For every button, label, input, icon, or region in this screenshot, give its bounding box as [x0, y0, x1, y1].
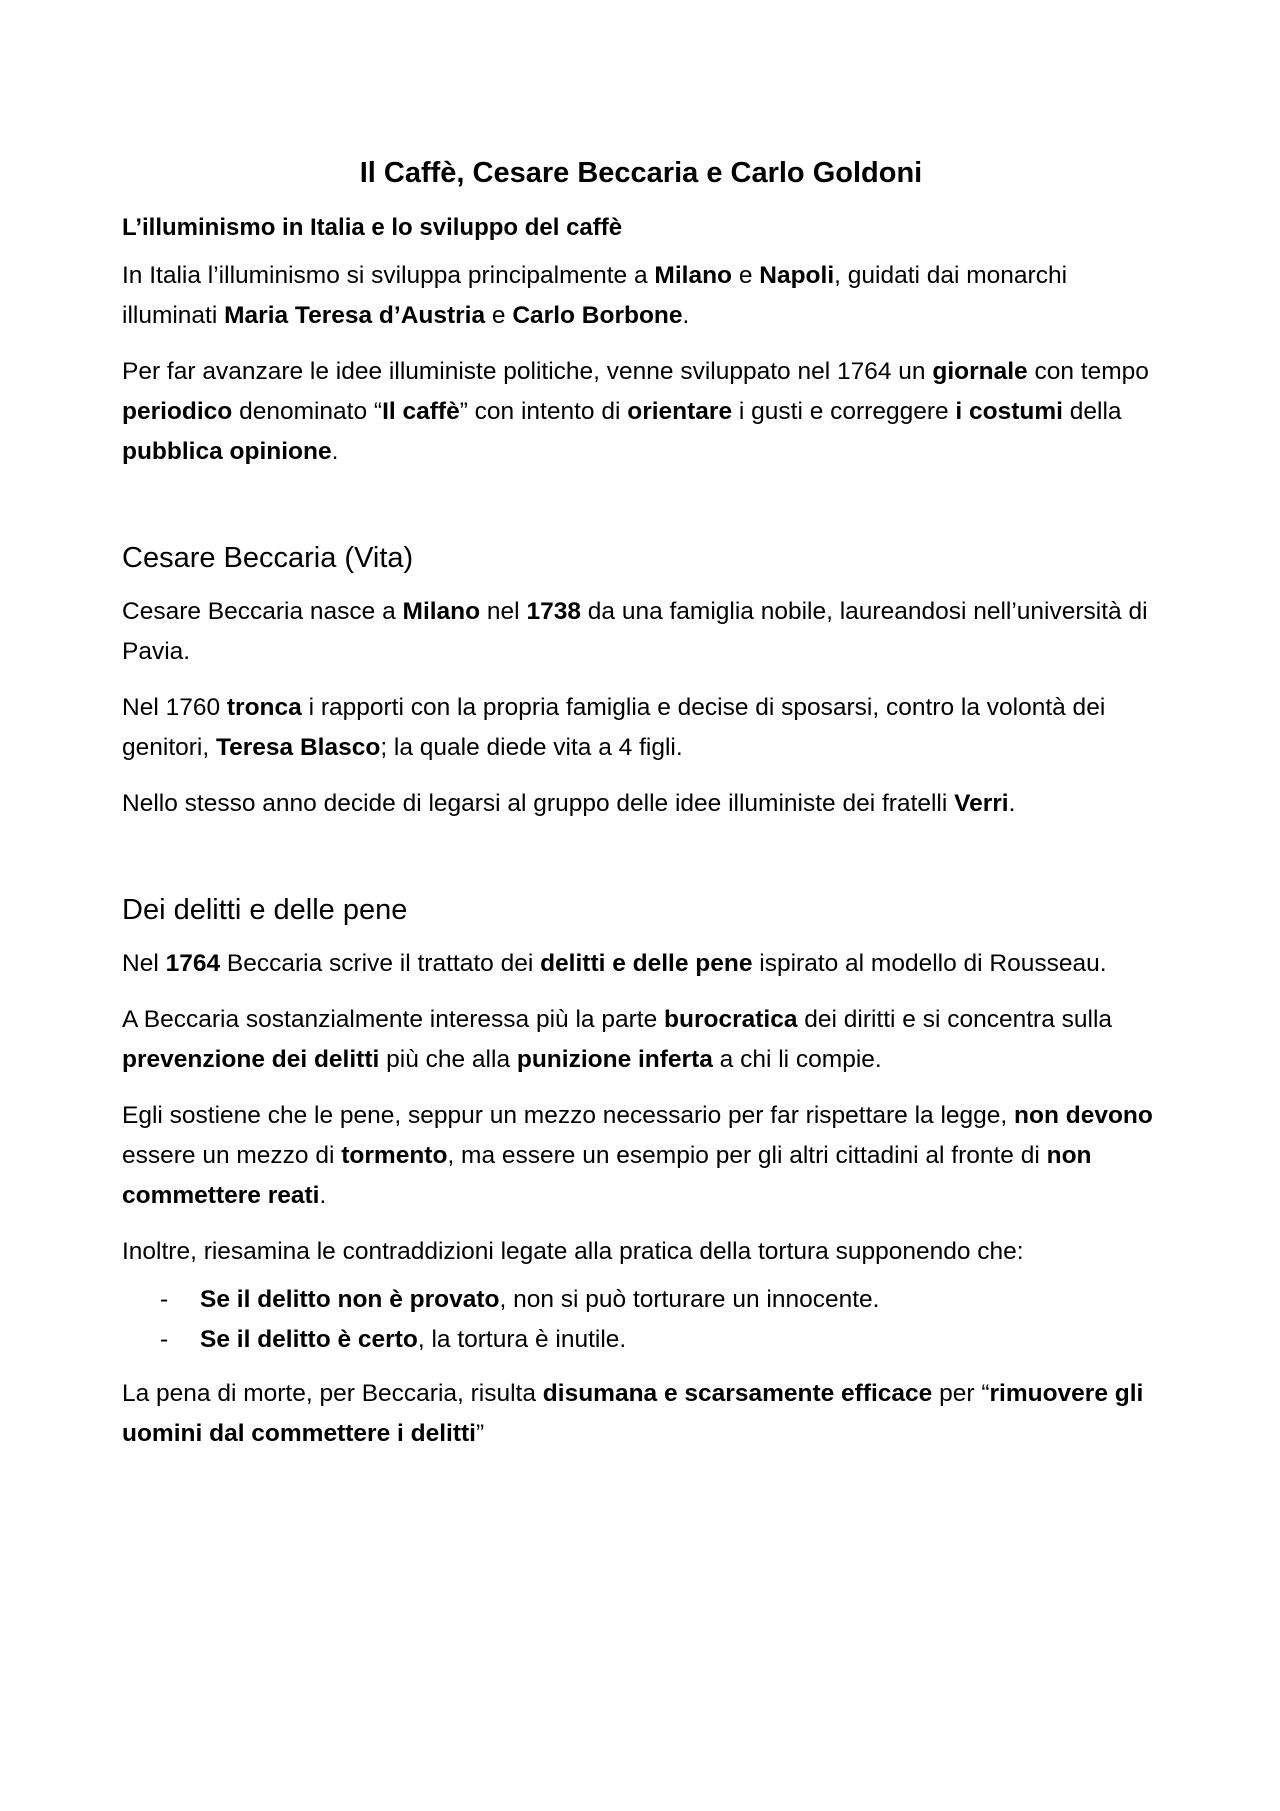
text-run: i rapporti con la propria famiglia e decise di sposarsi, contro la volontà dei genitori, [122, 693, 1106, 761]
bold-text: disumana e scarsamente efficace [542, 1379, 933, 1407]
text-run: , la tortura è inutile. [417, 1325, 627, 1353]
text-run: In Italia l’illuminismo si sviluppa principalmente a [122, 262, 655, 290]
bold-text: Napoli [759, 262, 835, 290]
paragraph-prevenzione [122, 1000, 1160, 1080]
text-run: essere un mezzo di [122, 1141, 342, 1169]
bold-text: Verri [954, 789, 1009, 817]
paragraph-tortura-intro: Inoltre, riesamina le contraddizioni legate alla pratica della tortura supponendo che: [122, 1237, 1024, 1265]
paragraph-beccaria-verri [122, 784, 1160, 824]
paragraph-pene-esempio [122, 1096, 1160, 1216]
text-run: , guidati dai monarchi illuminati [122, 262, 1068, 330]
bold-text: punizione inferta [516, 1045, 713, 1073]
text-run: , ma essere un esempio per gli altri cittadini al fronte di [447, 1141, 1047, 1169]
text-run: . [682, 302, 690, 330]
paragraph-trattato [122, 944, 1160, 984]
bold-text: non commettere reati [122, 1141, 1092, 1209]
text-run: a chi li compie. [712, 1045, 882, 1073]
paragraph-beccaria-nascita [122, 592, 1160, 672]
text-run: ispirato al modello di Rousseau. [752, 949, 1107, 977]
text-run: Nel [122, 949, 166, 977]
text-run: ” [475, 1419, 485, 1447]
bold-text: Teresa Blasco [215, 733, 381, 761]
bold-text: 1738 [526, 597, 581, 625]
tortura-list [122, 1280, 1160, 1360]
bold-text: pubblica opinione [122, 438, 332, 466]
text-run: i gusti e correggere [732, 398, 956, 426]
list-dash: - [160, 1285, 169, 1313]
bold-text: tronca [226, 693, 302, 721]
text-run: Nel 1760 [122, 693, 227, 721]
list-dash: - [160, 1325, 169, 1353]
text-run: denominato “ [232, 398, 383, 426]
bold-text: i costumi [955, 398, 1063, 426]
bold-text: delitti e delle pene [540, 949, 753, 977]
list-item [160, 1320, 1160, 1360]
text-run: . [331, 438, 339, 466]
text-run: Per far avanzare le idee illuministe politiche, venne sviluppato nel 1764 un [122, 358, 933, 386]
text-run: e [485, 302, 513, 330]
text-run: Nello stesso anno decide di legarsi al gruppo delle idee illuministe dei fratelli [122, 789, 955, 817]
bold-text: Se il delitto è certo [200, 1325, 418, 1353]
text-run: A Beccaria sostanzialmente interessa più la parte [122, 1005, 665, 1033]
bold-text: 1764 [165, 949, 221, 977]
text-run: della [1062, 398, 1122, 426]
section-heading-delitti-pene: Dei delitti e delle pene [122, 893, 408, 926]
bold-text: Il caffè [382, 398, 460, 426]
text-run: Egli sostiene che le pene, seppur un mezzo necessario per far rispettare la legge, [122, 1101, 1015, 1129]
bold-text: tormento [341, 1141, 448, 1169]
text-run: ” con intento di [459, 398, 628, 426]
text-run: nel [480, 597, 527, 625]
bold-text: Milano [654, 262, 733, 290]
bold-text: prevenzione dei delitti [122, 1045, 380, 1073]
paragraph-pena-morte [122, 1374, 1160, 1454]
bold-text: rimuovere gli uomini dal commettere i delitti [122, 1379, 1144, 1447]
text-run: , non si può torturare un innocente. [499, 1285, 880, 1313]
list-item [160, 1280, 1160, 1320]
paragraph-illuminismo-italia [122, 256, 1160, 336]
list-item-text [200, 1280, 879, 1320]
text-run: Cesare Beccaria nasce a [122, 597, 403, 625]
text-run: con tempo [1027, 358, 1149, 386]
text-run: Beccaria scrive il trattato dei [220, 949, 541, 977]
bold-text: Maria Teresa d’Austria [224, 302, 486, 330]
text-run: . [1008, 789, 1016, 817]
text-run: ; la quale diede vita a 4 figli. [380, 733, 683, 761]
bold-text: Carlo Borbone [512, 302, 683, 330]
bold-text: burocratica [664, 1005, 798, 1033]
text-run: La pena di morte, per Beccaria, risulta [122, 1379, 543, 1407]
text-run: da una famiglia nobile, laureandosi nell’università di Pavia. [122, 597, 1148, 665]
bold-text: Milano [402, 597, 481, 625]
spacer [122, 488, 1160, 540]
text-run: . [319, 1181, 327, 1209]
list-item-text [200, 1320, 626, 1360]
bold-text: giornale [932, 358, 1028, 386]
text-run: per “ [932, 1379, 990, 1407]
spacer [122, 840, 1160, 892]
section-heading-illuminismo: L’illuminismo in Italia e lo sviluppo del caffè [122, 213, 623, 241]
text-run: e [732, 262, 760, 290]
bold-text: periodico [122, 398, 233, 426]
section-heading-beccaria-vita: Cesare Beccaria (Vita) [122, 542, 414, 575]
bold-text: Se il delitto non è provato [200, 1285, 500, 1313]
document-title: Il Caffè, Cesare Beccaria e Carlo Goldoni [359, 157, 923, 189]
text-run: dei diritti e si concentra sulla [797, 1005, 1113, 1033]
text-run: più che alla [379, 1045, 517, 1073]
paragraph-giornale-caffe [122, 352, 1160, 472]
bold-text: non devono [1014, 1101, 1153, 1129]
bold-text: orientare [627, 398, 733, 426]
paragraph-beccaria-famiglia [122, 688, 1160, 768]
